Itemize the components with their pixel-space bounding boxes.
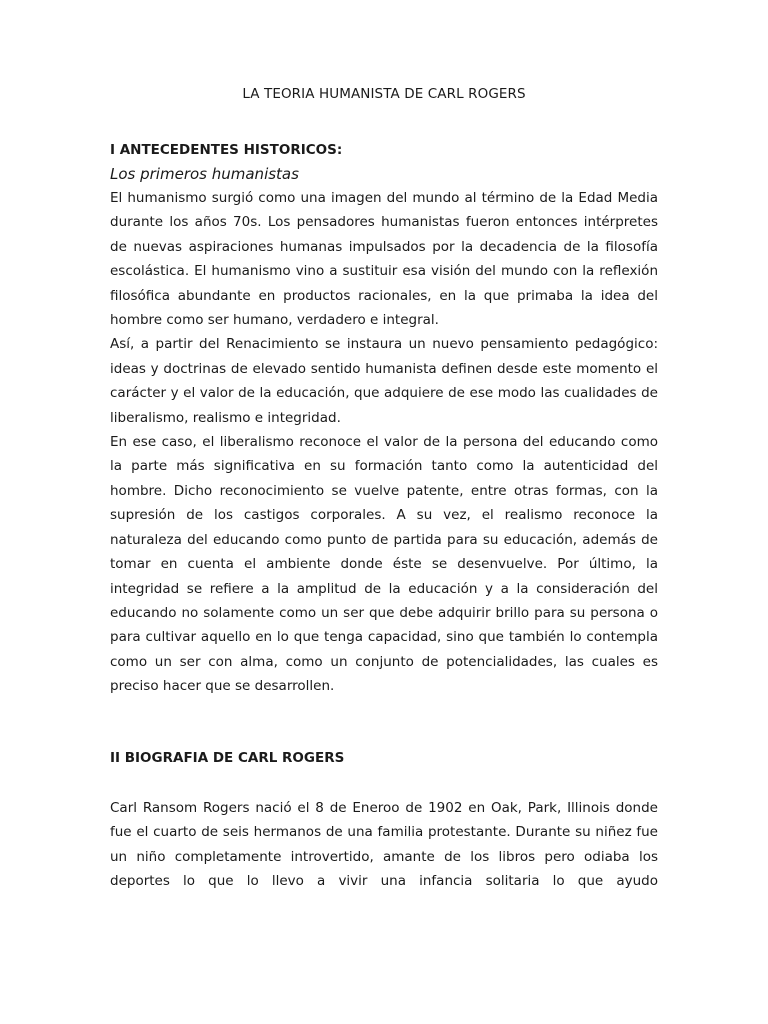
section-antecedentes — [110, 138, 658, 699]
paragraph: Carl Ransom Rogers nació el 8 de Eneroo de 1902 en Oak, Park, Illinois donde fue el cuarto de seis hermanos de una familia protestante. Durante su niñez fue un niño completamente introvertido, amante de los libros pero odiaba los deportes lo que lo llevo a vivir una infancia solitaria lo que ayudo — [110, 800, 658, 890]
section-subheading: Los primeros humanistas — [110, 165, 299, 183]
section-biografia — [110, 746, 658, 894]
section-heading: II BIOGRAFIA DE CARL ROGERS — [110, 750, 345, 766]
paragraph: Así, a partir del Renacimiento se instaura un nuevo pensamiento pedagógico: ideas y doctrinas de elevado sentido humanista definen desde este momento el carácter y el valor de la educación, que adquiere de ese modo las cualidades de liberalismo, realismo e integridad. — [110, 336, 658, 426]
section-heading: I ANTECEDENTES HISTORICOS: — [110, 142, 343, 158]
document-title: LA TEORIA HUMANISTA DE CARL ROGERS — [242, 86, 526, 102]
paragraph: En ese caso, el liberalismo reconoce el valor de la persona del educando como la parte más significativa en su formación tanto como la autenticidad del hombre. Dicho reconocimiento se vuelve patente, entre otras formas, con la supresión de los castigos corporales. A su vez, el realismo reconoce la naturaleza del educando como punto de partida para su educación, además de tomar en cuenta el ambiente donde éste se desenvuelve. Por último, la integridad se refiere a la amplitud de la educación y a la consideración del educando no solamente como un ser que debe adquirir brillo para su persona o para cultivar aquello en lo que tenga capacidad, sino que también lo contempla como un ser con alma, como un conjunto de potencialidades, las cuales es preciso hacer que se desarrollen. — [110, 434, 658, 695]
paragraph: El humanismo surgió como una imagen del mundo al término de la Edad Media durante los años 70s. Los pensadores humanistas fueron entonces intérpretes de nuevas aspiraciones humanas impulsados por la decadencia de la filosofía escolástica. El humanismo vino a sustituir esa visión del mundo con la reflexión filosófica abundante en productos racionales, en la que primaba la idea del hombre como ser humano, verdadero e integral. — [110, 190, 658, 329]
